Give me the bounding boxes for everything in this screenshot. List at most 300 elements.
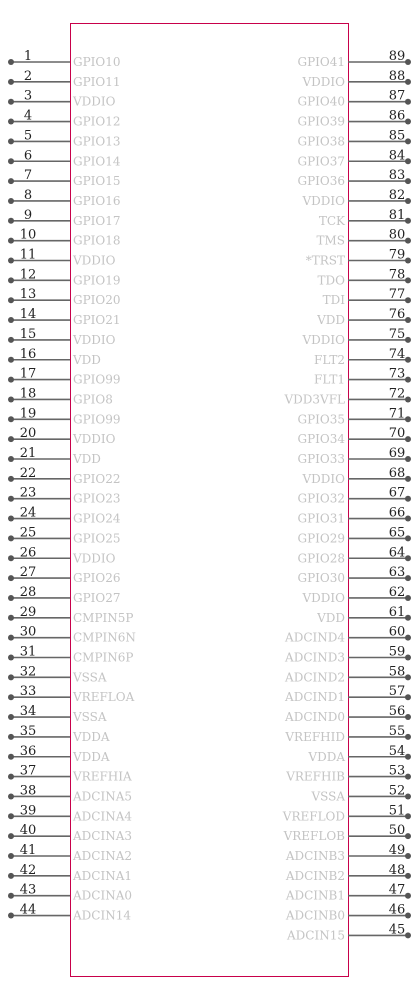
left-pin-14: [8, 307, 121, 327]
pin-name: VSSA: [73, 710, 107, 725]
pin-number: 47: [388, 882, 406, 898]
pin-number: 39: [19, 803, 37, 819]
pin-number: 53: [388, 763, 406, 779]
pin-number: 72: [388, 386, 406, 402]
pin-number: 56: [388, 704, 406, 720]
right-pin-80: [316, 228, 411, 248]
left-pin-37: [8, 764, 132, 784]
pin-number: 60: [388, 624, 406, 640]
pin-name: TDI: [322, 293, 345, 308]
pin-endpoint-dot: [405, 476, 411, 482]
pin-number: 34: [19, 704, 37, 720]
right-pin-73: [314, 367, 411, 387]
left-pin-28: [8, 585, 121, 605]
pin-endpoint-dot: [8, 138, 14, 144]
pin-number: 65: [388, 525, 406, 541]
left-pin-11: [8, 248, 116, 268]
pin-name: GPIO32: [297, 491, 345, 506]
pin-endpoint-dot: [405, 436, 411, 442]
right-pin-54: [307, 744, 411, 764]
pin-endpoint-dot: [405, 337, 411, 343]
pin-endpoint-dot: [8, 833, 14, 839]
left-pin-19: [8, 406, 121, 426]
right-pin-69: [297, 446, 411, 466]
pin-number: 8: [23, 187, 33, 203]
pin-number: 74: [388, 346, 406, 362]
pin-number: 33: [19, 684, 37, 700]
pin-number: 28: [19, 584, 37, 600]
pin-endpoint-dot: [8, 337, 14, 343]
right-pin-84: [297, 148, 411, 168]
pin-endpoint-dot: [405, 873, 411, 879]
pin-number: 55: [388, 723, 406, 739]
right-pin-64: [297, 545, 411, 565]
left-pin-26: [8, 545, 116, 565]
pin-number: 49: [388, 843, 406, 858]
left-pin-24: [8, 506, 121, 526]
pin-endpoint-dot: [405, 655, 411, 661]
pin-name: ADCINB1: [285, 888, 345, 903]
pin-number: 57: [388, 684, 406, 700]
pin-number: 32: [19, 664, 37, 680]
pin-number: 36: [19, 743, 37, 759]
right-pin-47: [285, 883, 411, 903]
left-pin-20: [8, 426, 116, 446]
pin-endpoint-dot: [405, 119, 411, 125]
right-pin-62: [302, 585, 412, 605]
pin-number: 79: [388, 247, 406, 263]
left-pin-32: [8, 664, 107, 684]
left-pin-44: [8, 903, 131, 923]
right-pin-76: [316, 307, 411, 327]
pin-endpoint-dot: [8, 615, 14, 621]
pin-endpoint-dot: [8, 734, 14, 740]
pin-name: GPIO26: [73, 571, 121, 586]
pin-number: 44: [19, 902, 37, 918]
right-pin-49: [285, 843, 411, 863]
left-pin-13: [8, 287, 121, 307]
right-pin-89: [297, 49, 411, 69]
pin-endpoint-dot: [405, 59, 411, 65]
pin-name: GPIO15: [73, 174, 121, 189]
pin-name: GPIO29: [297, 531, 345, 546]
pin-number: 2: [23, 68, 33, 84]
pin-name: ADCINB0: [285, 908, 345, 923]
pin-number: 48: [388, 862, 406, 878]
pin-endpoint-dot: [8, 496, 14, 502]
pin-endpoint-dot: [405, 734, 411, 740]
left-pin-35: [8, 724, 110, 744]
pin-endpoint-dot: [405, 377, 411, 383]
left-pin-4: [8, 109, 121, 129]
pin-name: VSSA: [73, 670, 107, 685]
pin-name: ADCINA2: [73, 849, 133, 863]
pin-endpoint-dot: [8, 635, 14, 641]
pin-name: TCK: [318, 213, 345, 228]
right-pin-55: [284, 724, 411, 744]
pin-number: 9: [23, 207, 33, 223]
pin-endpoint-dot: [8, 198, 14, 204]
pin-endpoint-dot: [405, 813, 411, 819]
pin-endpoint-dot: [8, 119, 14, 125]
pin-endpoint-dot: [8, 774, 14, 780]
pin-number: 15: [19, 326, 37, 342]
right-pin-86: [297, 109, 411, 129]
pin-endpoint-dot: [8, 158, 14, 164]
pin-name: GPIO27: [73, 590, 121, 605]
left-pin-6: [8, 148, 121, 168]
pin-number: 45: [388, 922, 406, 938]
pin-name: VDD: [73, 452, 101, 466]
pin-number: 50: [388, 823, 406, 839]
right-pin-59: [284, 645, 411, 665]
pin-name: GPIO28: [297, 551, 345, 566]
pin-number: 22: [19, 465, 37, 481]
pin-name: GPIO38: [297, 134, 345, 149]
pin-number: 66: [388, 505, 406, 521]
right-pin-72: [283, 386, 411, 406]
pin-number: 68: [388, 465, 406, 481]
pin-endpoint-dot: [8, 793, 14, 799]
right-pin-65: [297, 525, 411, 545]
pin-name: GPIO20: [73, 293, 121, 308]
pin-endpoint-dot: [8, 178, 14, 184]
pin-name: ADCIND4: [285, 630, 345, 645]
pin-number: 5: [23, 128, 33, 144]
pin-endpoint-dot: [405, 575, 411, 581]
right-pin-81: [319, 208, 411, 228]
pin-name: VDDIO: [73, 332, 116, 347]
left-pin-column: [8, 49, 136, 923]
pin-endpoint-dot: [8, 893, 14, 899]
pin-name: GPIO34: [297, 432, 345, 447]
pin-number: 78: [388, 267, 406, 283]
pin-name: ADCINA0: [73, 888, 133, 903]
pin-number: 6: [23, 148, 33, 164]
pin-name: FLT1: [314, 372, 345, 387]
pin-name: GPIO40: [297, 94, 345, 109]
pin-name: GPIO10: [73, 55, 121, 69]
pin-number: 29: [19, 604, 37, 620]
pin-endpoint-dot: [8, 317, 14, 323]
pin-number: 84: [388, 148, 406, 164]
left-pin-25: [8, 525, 121, 545]
left-pin-3: [8, 89, 116, 109]
pin-name: ADCINB3: [285, 849, 345, 863]
left-pin-34: [8, 704, 107, 724]
pin-endpoint-dot: [8, 416, 14, 422]
pin-number: 85: [388, 128, 406, 144]
pin-endpoint-dot: [8, 436, 14, 442]
pin-name: ADCIN14: [73, 908, 131, 923]
pin-number: 52: [388, 783, 406, 799]
pin-number: 76: [388, 307, 406, 323]
right-pin-46: [285, 903, 411, 923]
pin-name: GPIO13: [73, 134, 121, 149]
pin-endpoint-dot: [8, 575, 14, 581]
pin-name: GPIO17: [73, 213, 121, 228]
pin-endpoint-dot: [405, 496, 411, 502]
pin-endpoint-dot: [8, 59, 14, 65]
pin-endpoint-dot: [8, 873, 14, 879]
pin-number: 11: [19, 247, 37, 263]
pin-name: CMPIN6N: [73, 630, 136, 645]
pin-name: GPIO30: [297, 571, 345, 586]
pin-name: ADCIND0: [285, 710, 345, 725]
pin-endpoint-dot: [8, 357, 14, 363]
pin-number: 14: [19, 307, 37, 323]
left-pin-7: [8, 168, 121, 188]
pin-name: VDDIO: [302, 74, 345, 89]
pin-endpoint-dot: [8, 297, 14, 303]
pin-name: VDD: [317, 313, 345, 328]
pin-endpoint-dot: [405, 317, 411, 323]
pin-number: 62: [388, 584, 406, 600]
pin-number: 63: [388, 565, 406, 581]
pin-endpoint-dot: [8, 238, 14, 244]
pin-number: 89: [388, 49, 406, 64]
pin-endpoint-dot: [405, 913, 411, 919]
right-pin-56: [284, 704, 411, 724]
pin-number: 59: [388, 644, 406, 660]
pin-endpoint-dot: [405, 178, 411, 184]
pin-endpoint-dot: [8, 476, 14, 482]
pin-endpoint-dot: [405, 535, 411, 541]
pin-number: 35: [19, 723, 37, 739]
pin-endpoint-dot: [405, 416, 411, 422]
pin-number: 1: [23, 49, 33, 64]
pin-number: 67: [388, 485, 406, 501]
pin-number: 16: [19, 346, 37, 362]
pin-endpoint-dot: [405, 714, 411, 720]
pin-endpoint-dot: [405, 555, 411, 561]
pin-endpoint-dot: [8, 813, 14, 819]
pin-name: VREFHIA: [73, 769, 132, 784]
pin-number: 23: [19, 485, 37, 501]
pin-endpoint-dot: [8, 853, 14, 859]
pin-endpoint-dot: [405, 635, 411, 641]
pin-number: 20: [19, 426, 37, 442]
pin-name: FLT2: [314, 352, 345, 367]
pin-name: VDD3VFL: [284, 392, 345, 407]
pin-endpoint-dot: [405, 357, 411, 363]
right-pin-85: [297, 128, 411, 148]
pin-number: 87: [388, 88, 406, 104]
pin-number: 27: [19, 565, 37, 581]
pin-endpoint-dot: [405, 238, 411, 244]
pin-name: VDDIO: [73, 432, 116, 447]
pin-number: 38: [19, 783, 37, 799]
pin-name: GPIO99: [73, 412, 121, 427]
pin-name: VDDA: [73, 749, 110, 764]
pin-name: GPIO12: [73, 114, 121, 129]
pin-number: 43: [19, 882, 37, 898]
left-pin-15: [8, 327, 116, 347]
pin-name: ADCINA4: [73, 809, 133, 824]
pin-name: GPIO36: [297, 174, 345, 189]
pin-name: GPIO39: [297, 114, 345, 129]
pin-name: GPIO37: [297, 154, 345, 169]
pin-name: VDDIO: [302, 590, 345, 605]
pin-name: VDDIO: [73, 253, 116, 268]
pin-endpoint-dot: [8, 516, 14, 522]
right-pin-77: [323, 287, 411, 307]
left-pin-36: [8, 744, 110, 764]
pin-number: 4: [23, 108, 33, 124]
right-pin-71: [297, 406, 411, 426]
pin-name: VREFLOA: [73, 690, 135, 705]
pin-endpoint-dot: [405, 595, 411, 601]
right-pin-51: [282, 803, 411, 823]
left-pin-2: [8, 69, 121, 89]
pin-endpoint-dot: [405, 774, 411, 780]
pin-number: 19: [19, 406, 37, 422]
pin-endpoint-dot: [405, 615, 411, 621]
pin-endpoint-dot: [405, 694, 411, 700]
pin-number: 83: [388, 168, 406, 184]
pin-name: GPIO21: [73, 313, 121, 328]
left-pin-33: [8, 684, 135, 704]
pin-endpoint-dot: [8, 913, 14, 919]
pin-number: 3: [23, 88, 33, 104]
pin-number: 70: [388, 426, 406, 442]
pin-endpoint-dot: [8, 595, 14, 601]
left-pin-17: [8, 367, 121, 387]
pin-endpoint-dot: [405, 277, 411, 283]
right-pin-52: [310, 783, 411, 803]
pin-number: 86: [388, 108, 406, 124]
pin-name: GPIO22: [73, 471, 121, 486]
pin-endpoint-dot: [405, 893, 411, 899]
pin-name: VDDIO: [73, 551, 116, 566]
pin-name: GPIO25: [73, 531, 121, 546]
pin-name: CMPIN5P: [73, 610, 134, 625]
pin-number: 69: [388, 446, 406, 461]
pin-name: GPIO41: [297, 55, 345, 69]
right-pin-60: [284, 625, 411, 645]
pin-name: VREFHID: [285, 729, 345, 744]
pin-endpoint-dot: [405, 516, 411, 522]
pin-name: VDD: [317, 610, 345, 625]
pin-number: 41: [19, 843, 37, 858]
pin-name: ADCIN15: [287, 928, 345, 943]
pin-endpoint-dot: [405, 218, 411, 224]
right-pin-88: [302, 69, 412, 89]
pin-endpoint-dot: [8, 555, 14, 561]
pin-number: 77: [388, 287, 406, 303]
pin-number: 64: [388, 545, 406, 561]
pin-number: 31: [19, 644, 37, 660]
pin-name: GPIO99: [73, 372, 121, 387]
pin-name: GPIO19: [73, 273, 121, 288]
pin-endpoint-dot: [8, 754, 14, 760]
left-pin-10: [8, 228, 121, 248]
pin-endpoint-dot: [405, 754, 411, 760]
pin-endpoint-dot: [8, 277, 14, 283]
right-pin-48: [285, 863, 411, 883]
pin-number: 54: [388, 743, 406, 759]
left-pin-22: [8, 466, 121, 486]
left-pin-30: [8, 625, 136, 645]
pin-endpoint-dot: [405, 258, 411, 264]
pin-number: 61: [388, 604, 406, 620]
pin-number: 24: [19, 505, 37, 521]
pin-name: VDDIO: [302, 193, 345, 208]
pin-endpoint-dot: [405, 396, 411, 402]
pin-endpoint-dot: [405, 456, 411, 462]
pin-name: CMPIN6P: [73, 650, 134, 665]
pin-endpoint-dot: [405, 793, 411, 799]
pin-endpoint-dot: [8, 258, 14, 264]
pin-name: GPIO11: [73, 74, 121, 89]
pin-name: TMS: [316, 233, 345, 248]
right-pin-58: [284, 664, 411, 684]
right-pin-82: [302, 188, 412, 208]
pin-name: GPIO23: [73, 491, 121, 506]
pin-number: 25: [19, 525, 37, 541]
pin-endpoint-dot: [8, 377, 14, 383]
pin-number: 10: [19, 227, 37, 243]
pin-endpoint-dot: [8, 79, 14, 85]
left-pin-9: [8, 208, 121, 228]
pin-number: 58: [388, 664, 406, 680]
pin-endpoint-dot: [8, 218, 14, 224]
pin-endpoint-dot: [8, 456, 14, 462]
right-pin-63: [297, 565, 411, 585]
pin-name: VDDA: [73, 729, 110, 744]
right-pin-column: [282, 49, 411, 942]
pin-number: 26: [19, 545, 37, 561]
pin-number: 80: [388, 227, 406, 243]
pin-number: 46: [388, 902, 406, 918]
right-pin-79: [306, 248, 411, 268]
pin-endpoint-dot: [405, 79, 411, 85]
pin-name: GPIO35: [297, 412, 345, 427]
left-pin-16: [8, 347, 101, 367]
right-pin-67: [297, 486, 411, 506]
pin-number: 73: [388, 366, 406, 382]
pin-number: 18: [19, 386, 37, 402]
right-pin-74: [314, 347, 411, 367]
right-pin-57: [284, 684, 411, 704]
pin-name: GPIO24: [73, 511, 121, 526]
right-pin-75: [302, 327, 412, 347]
pin-endpoint-dot: [405, 158, 411, 164]
pin-number: 12: [19, 267, 37, 283]
pin-name: GPIO31: [297, 511, 345, 526]
left-pin-12: [8, 267, 121, 287]
pin-name: VDD: [73, 352, 101, 367]
pin-endpoint-dot: [405, 198, 411, 204]
pin-name: VDDIO: [73, 94, 116, 109]
right-pin-83: [297, 168, 411, 188]
pin-number: 88: [388, 68, 406, 84]
pin-number: 17: [19, 366, 37, 382]
pin-number: 13: [19, 287, 37, 303]
pin-endpoint-dot: [405, 674, 411, 680]
pin-endpoint-dot: [8, 694, 14, 700]
left-pin-18: [8, 386, 113, 406]
right-pin-61: [316, 605, 411, 625]
pin-number: 37: [19, 763, 37, 779]
pin-name: VREFHIB: [286, 769, 345, 784]
pin-name: TDO: [317, 273, 345, 288]
pin-name: *TRST: [305, 253, 345, 268]
pin-number: 75: [388, 326, 406, 342]
right-pin-87: [297, 89, 411, 109]
pin-name: GPIO14: [73, 154, 121, 169]
pin-name: GPIO16: [73, 193, 121, 208]
